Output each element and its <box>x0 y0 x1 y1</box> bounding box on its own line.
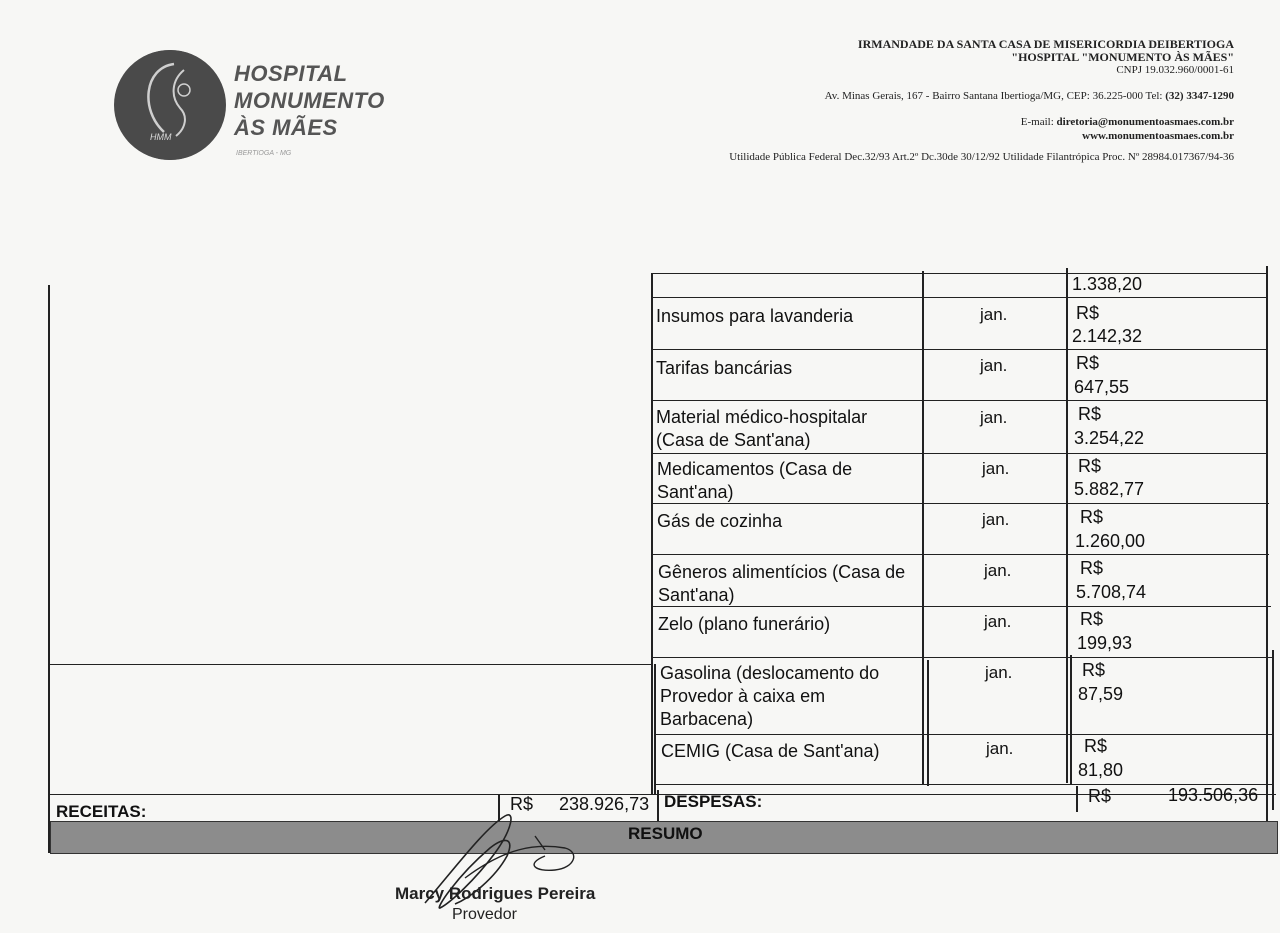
row-description: Material médico-hospitalar (Casa de Sant'ana) <box>656 407 868 450</box>
email: diretoria@monumentoasmaes.com.br <box>1056 116 1234 128</box>
website: www.monumentoasmaes.com.br <box>1082 130 1234 142</box>
receitas-value: 238.926,73 <box>559 794 650 814</box>
logo-location: IBERTIOGA - MG <box>236 150 292 157</box>
row-currency: R$ <box>1078 456 1102 476</box>
carryover-value: 1.338,20 <box>1072 274 1143 294</box>
row-month: jan. <box>980 408 1008 427</box>
logo-line-2: MONUMENTO <box>234 88 385 113</box>
row-month: jan. <box>984 561 1012 580</box>
email-label: E-mail: <box>1020 116 1054 128</box>
hospital-logo <box>114 50 226 160</box>
hospital-name: "HOSPITAL "MONUMENTO ÀS MÃES" <box>1011 50 1234 64</box>
row-currency: R$ <box>1080 558 1104 578</box>
row-month: jan. <box>980 305 1008 324</box>
row-description: Zelo (plano funerário) <box>658 614 831 634</box>
mother-child-logo-icon <box>114 50 226 160</box>
despesas-currency: R$ <box>1088 786 1112 806</box>
receitas-label: RECEITAS: <box>56 802 147 821</box>
letterhead-address <box>825 90 1234 102</box>
row-month: jan. <box>982 459 1010 478</box>
row-currency: R$ <box>1078 404 1102 424</box>
logo-line-1: HOSPITAL <box>234 61 348 86</box>
row-description: Medicamentos (Casa de Sant'ana) <box>657 459 853 502</box>
logo-monogram: HMM <box>150 132 172 142</box>
row-currency: R$ <box>1082 660 1106 680</box>
row-currency: R$ <box>1076 353 1100 373</box>
row-description: Gás de cozinha <box>657 511 783 531</box>
row-currency: R$ <box>1076 303 1100 323</box>
org-name: IRMANDADE DA SANTA CASA DE MISERICORDIA DEIBERTIOGA <box>857 37 1234 51</box>
row-currency: R$ <box>1084 736 1108 756</box>
letterhead-contact <box>1021 115 1234 143</box>
row-description: Insumos para lavanderia <box>656 306 854 326</box>
row-value: 87,59 <box>1078 684 1124 704</box>
row-value: 2.142,32 <box>1072 326 1143 346</box>
despesas-label: DESPESAS: <box>664 792 763 811</box>
resumo-bar <box>50 821 1278 854</box>
row-value: 1.260,00 <box>1075 531 1146 551</box>
row-month: jan. <box>982 510 1010 529</box>
hospital-name-logotype <box>234 60 385 141</box>
row-month: jan. <box>986 739 1014 758</box>
legal-note: Utilidade Pública Federal Dec.32/93 Art.2º Dc.30de 30/12/92 Utilidade Filantrópica Proc. Nº 28984.017367/94-36 <box>729 151 1234 163</box>
signatory-name: Marcy Rodrigues Pereira <box>395 884 596 903</box>
row-value: 647,55 <box>1074 377 1130 397</box>
row-value: 3.254,22 <box>1074 428 1145 448</box>
row-month: jan. <box>980 356 1008 375</box>
despesas-value: 193.506,36 <box>1168 785 1259 805</box>
row-currency: R$ <box>1080 609 1104 629</box>
row-description: Gêneros alimentícios (Casa de Sant'ana) <box>658 562 906 605</box>
logo-line-3: ÀS MÃES <box>234 115 338 140</box>
row-month: jan. <box>984 612 1012 631</box>
phone: (32) 3347-1290 <box>1165 90 1234 102</box>
row-description: Tarifas bancárias <box>656 358 793 378</box>
row-description: CEMIG (Casa de Sant'ana) <box>661 741 880 761</box>
row-value: 5.882,77 <box>1074 479 1145 499</box>
letterhead-org <box>858 38 1234 77</box>
row-value: 81,80 <box>1078 760 1124 780</box>
row-month: jan. <box>985 663 1013 682</box>
row-description: Gasolina (deslocamento do Provedor à caixa em Barbacena) <box>660 663 880 729</box>
receitas-currency: R$ <box>510 794 534 814</box>
cnpj: CNPJ 19.032.960/0001-61 <box>1116 64 1234 76</box>
row-value: 199,93 <box>1077 633 1133 653</box>
resumo-label: RESUMO <box>628 824 703 843</box>
row-currency: R$ <box>1080 507 1104 527</box>
address: Av. Minas Gerais, 167 - Bairro Santana Ibertioga/MG, CEP: 36.225-000 Tel: <box>824 90 1163 102</box>
row-value: 5.708,74 <box>1076 582 1147 602</box>
signatory-role: Provedor <box>452 906 517 923</box>
